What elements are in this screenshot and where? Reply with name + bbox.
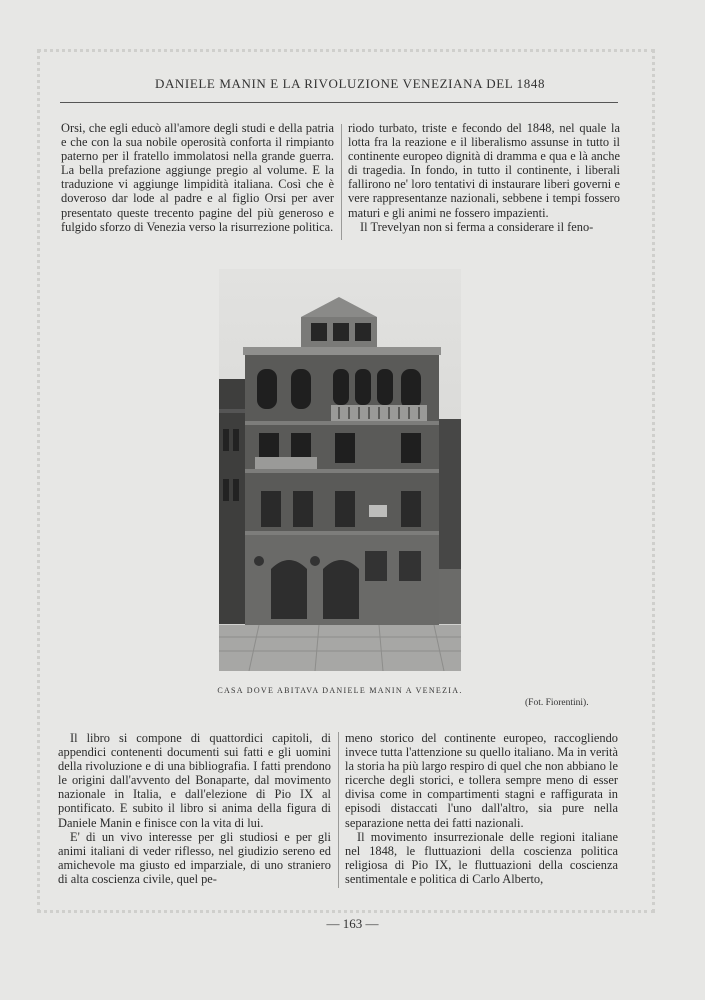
paragraph: meno storico del continente europeo, raccogliendo invece tutta l'attenzione su quello italiano. Ma in verità la storia ha più largo respiro di quel che non abbiano le ricerche degli storici, e tollera sempre meno di esser divisa come in compartimenti stagni e raffigurata in episodi distaccati l'uno dall'altro, sia pure nella separazione netta dei fatti nazionali. [345,731,618,830]
photo-credit: (Fot. Fiorentini). [525,698,589,708]
bottom-right-column [345,731,618,886]
figure-caption: CASA DOVE ABITAVA DANIELE MANIN A VENEZIA. [217,686,463,695]
paragraph: Il movimento insurrezionale delle regioni italiane nel 1848, le fluttuazioni della coscienza politica religiosa di Pio IX, le fluttuazioni della coscienza sentimentale e politica di Carlo Alberto, [345,829,618,886]
paragraph: Orsi, che egli educò all'amore degli studi e della patria e che con la sua nobile operosità conforta il rimpianto paterno per il fratello immolatosi nella grande guerra. La bella prefazione aggiunge pregio al volume. E la traduzione vi aggiunge limpidità italiana. Così che è doveroso dar lode al padre e al figlio Orsi per aver presentato queste trecento pagine del più generoso e fulgido sforzo di Venezia verso la risurrezione politica. [61,121,334,234]
paragraph: Il Trevelyan non si ferma a considerare il feno- [360,219,594,234]
page-number: — 163 — [326,916,379,931]
top-right-column [348,121,620,234]
palazzo-facade-image [219,269,461,671]
paragraph: riodo turbato, triste e fecondo del 1848, nel quale la lotta fra la reazione e il liberalismo assunse in tutto il continente europeo dignità di dramma e qua e là anche di tragedia. In fondo, in tutto il continente, i liberali fallirono ne' loro tentativi di instaurare liberi governi e vere rappresentanze nazionali, sebbene i tempi fossero maturi e gli animi ne fossero impazienti. [348,121,620,220]
bottom-left-column [58,731,331,886]
column-divider [338,732,339,888]
building-photograph [219,269,461,671]
running-head: DANIELE MANIN E LA RIVOLUZIONE VENEZIANA DEL 1848 [154,76,546,91]
column-divider [341,124,342,240]
header-rule [60,102,618,103]
paragraph: E' di un vivo interesse per gli studiosi e per gli animi italiani di veder riflesso, nel giudizio sereno ed amichevole ma giusto ed imparziale, di uno straniero di alta coscienza civile, quel pe- [58,829,331,886]
top-left-column [61,121,334,234]
paragraph: Il libro si compone di quattordici capitoli, di appendici contenenti documenti sui fatti e gli uomini della rivoluzione e di una bibliografia. I fatti prendono le origini dall'avvento del Bonaparte, dal movimento nazionale in Italia, e dall'elezione di Pio IX al pontificato. E subito il libro si anima della figura di Daniele Manin e finisce con la vita di lui. [58,731,331,830]
